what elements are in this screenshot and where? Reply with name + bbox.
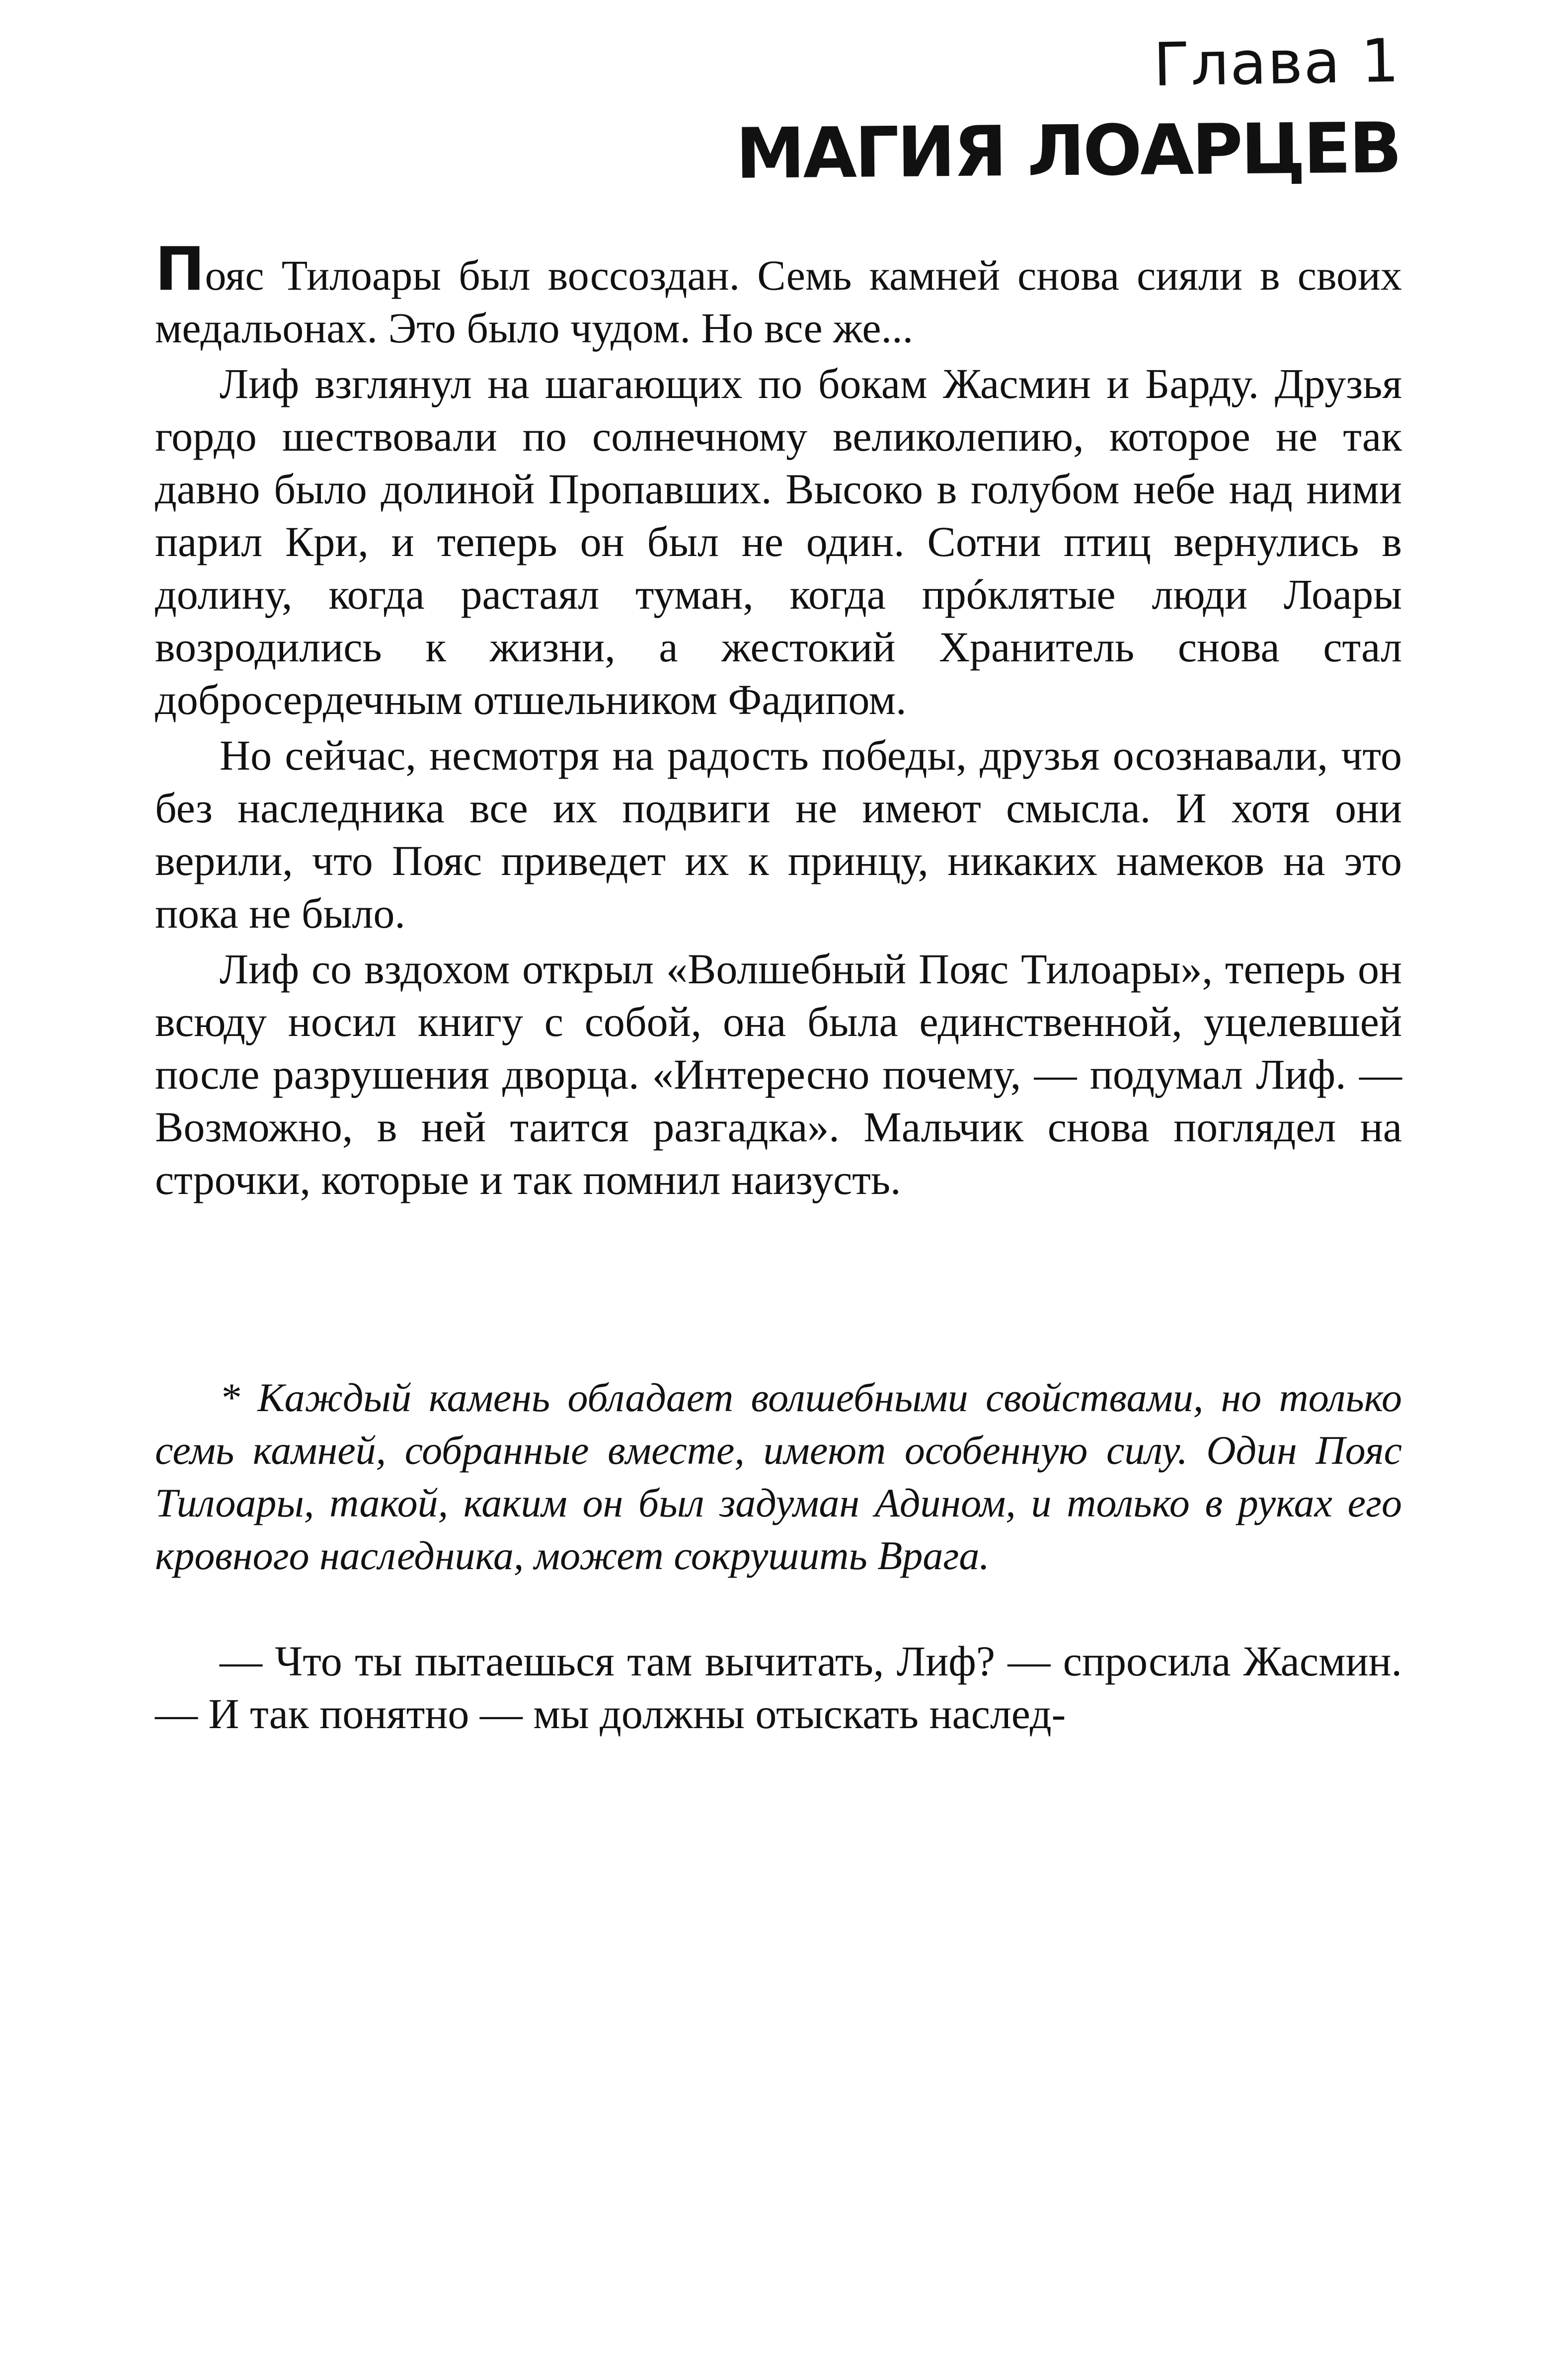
chapter-number: Глава 1: [1153, 26, 1401, 100]
verse-quote: * Каждый камень обладает волшебными свойствами, но только семь камней, собранные вместе, имеют особенную силу. Один Пояс Тилоары, такой, каким он был задуман Адином, и только в руках его кровного наследника, может сокрушить Врага.: [155, 1375, 1402, 1578]
body-text: [155, 235, 1402, 1209]
paragraph-1-text: ояс Тилоары был воссоздан. Семь камней снова сияли в своих медальонах. Это было чудом. Но все же...: [155, 251, 1402, 352]
chapter-heading: [735, 26, 1401, 195]
paragraph-4: Лиф со вздохом открыл «Волшебный Пояс Тилоары», теперь он всюду носил книгу с собой, она была единственной, уцелевшей после разрушения дворца. «Интересно почему, — подумал Лиф. — Возможно, в ней таится разгадка». Мальчик снова поглядел на строчки, которые и так помнил наизусть.: [155, 945, 1402, 1203]
dialogue-paragraph: — Что ты пытаешься там вычитать, Лиф? — спросила Жасмин. — И так понятно — мы должны отыскать наслед-: [155, 1637, 1402, 1738]
paragraph-2: Лиф взглянул на шагающих по бокам Жасмин и Барду. Друзья гордо шествовали по солнечному великолепию, которое не так давно было долиной Пропавших. Высоко в голубом небе над ними парил Кри, и теперь он был не один. Сотни птиц вернулись в долину, когда растаял туман, когда прóклятые люди Лоары возродились к жизни, а жестокий Хранитель снова стал добросердечным отшельником Фадипом.: [155, 360, 1402, 723]
chapter-title: МАГИЯ ЛОАРЦЕВ: [735, 108, 1400, 195]
paragraph-1: [155, 235, 1402, 354]
drop-cap: П: [155, 235, 205, 304]
paragraph-3: Но сейчас, несмотря на радость победы, друзья осознавали, что без наследника все их подвиги не имеют смысла. И хотя они верили, что Пояс приведет их к принцу, никаких намеков на это пока не было.: [155, 731, 1402, 937]
